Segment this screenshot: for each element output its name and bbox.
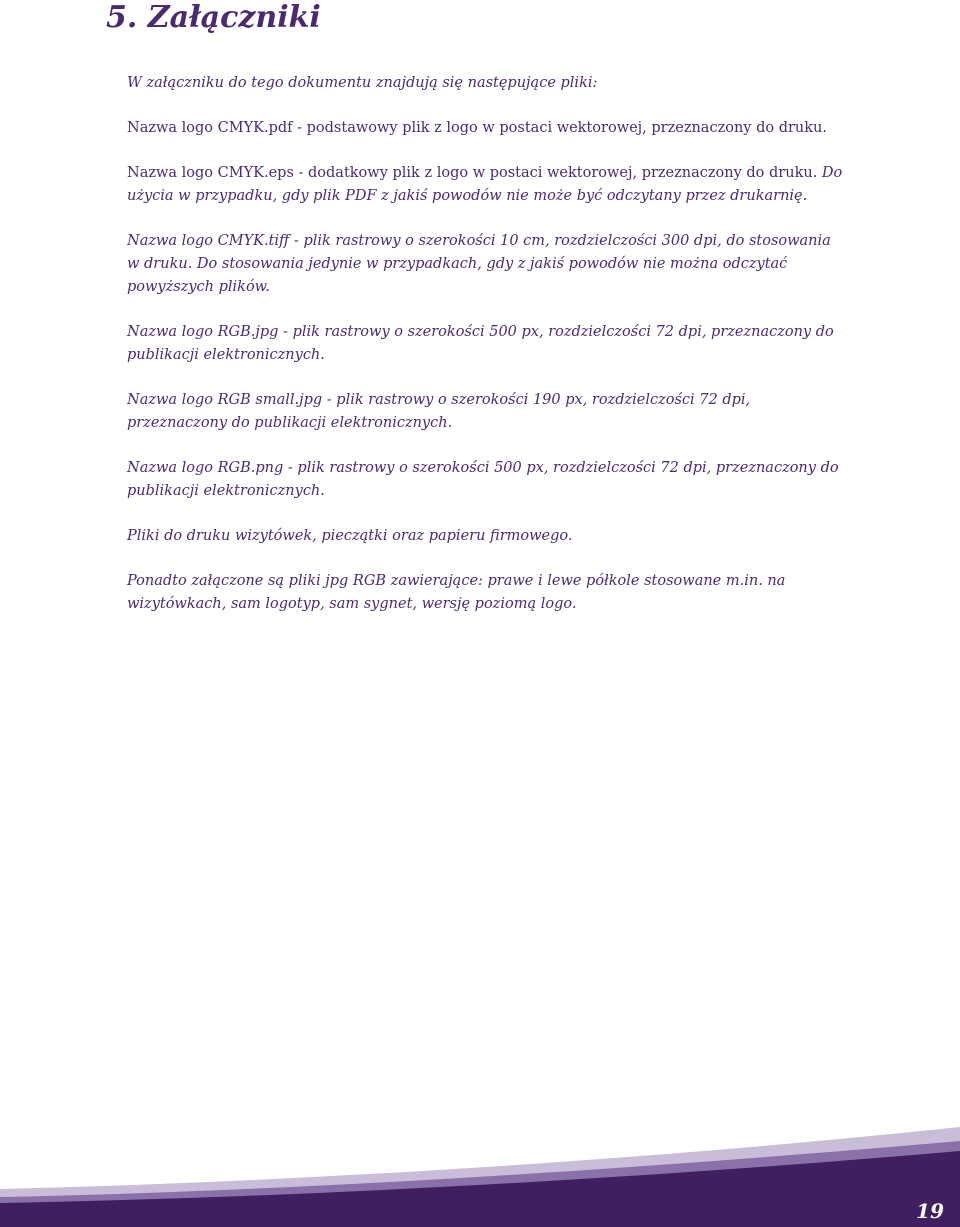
attachment-description: - plik rastrowy o szerokości 10 cm, rozdzielczości 300 dpi, do stosowania w druku. bbox=[127, 233, 831, 272]
attachment-description: - podstawowy plik z logo w postaci wektorowej, przeznaczony do druku. bbox=[292, 120, 827, 136]
page-title: 5. Załączniki bbox=[106, 0, 321, 35]
attachment-filename: Nazwa logo RGB.jpg bbox=[127, 324, 279, 340]
attachments-content bbox=[127, 72, 847, 638]
page-number: 19 bbox=[916, 1199, 944, 1223]
attachment-description: - dodatkowy plik z logo w postaci wektorowej, przeznaczony do druku. bbox=[293, 165, 818, 181]
attachment-item bbox=[127, 230, 847, 299]
attachment-filename: Nazwa logo CMYK.pdf bbox=[127, 120, 293, 136]
footer-wave-graphic bbox=[0, 1127, 960, 1227]
attachment-note: Do stosowania jedynie w przypadkach, gdy z jakiś powodów nie można odczytać powyższych plików. bbox=[127, 256, 788, 295]
attachment-item bbox=[127, 457, 847, 503]
attachment-filename: Nazwa logo RGB.png bbox=[127, 460, 284, 476]
attachment-description: - plik rastrowy o szerokości 500 px, rozdzielczości 72 dpi, przeznaczony do publikacji elektronicznych. bbox=[127, 460, 839, 499]
footer-band bbox=[0, 1127, 960, 1227]
attachment-description: - plik rastrowy o szerokości 190 px, rozdzielczości 72 dpi, przeznaczony do publikacji elektronicznych. bbox=[127, 392, 751, 431]
attachment-item bbox=[127, 321, 847, 367]
attachment-filename: Nazwa logo RGB small.jpg bbox=[127, 392, 323, 408]
attachment-item bbox=[127, 389, 847, 435]
attachment-note: Do użycia w przypadku, gdy plik PDF z jakiś powodów nie może być odczytany przez drukarnię. bbox=[127, 165, 843, 204]
intro-text: W załączniku do tego dokumentu znajdują się następujące pliki: bbox=[127, 75, 598, 91]
print-files-text: Pliki do druku wizytówek, pieczątki oraz papieru firmowego. bbox=[127, 528, 573, 544]
attachment-item bbox=[127, 162, 847, 208]
attachment-item bbox=[127, 117, 847, 140]
attachment-filename: Nazwa logo CMYK.tiff bbox=[127, 233, 290, 249]
attachment-filename: Nazwa logo CMYK.eps bbox=[127, 165, 294, 181]
attachment-description: - plik rastrowy o szerokości 500 px, rozdzielczości 72 dpi, przeznaczony do publikacji elektronicznych. bbox=[127, 324, 834, 363]
extra-files-text: Ponadto załączone są pliki jpg RGB zawierające: prawe i lewe półkole stosowane m.in. na wizytówkach, sam logotyp, sam sygnet, wersję poziomą logo. bbox=[127, 573, 786, 612]
